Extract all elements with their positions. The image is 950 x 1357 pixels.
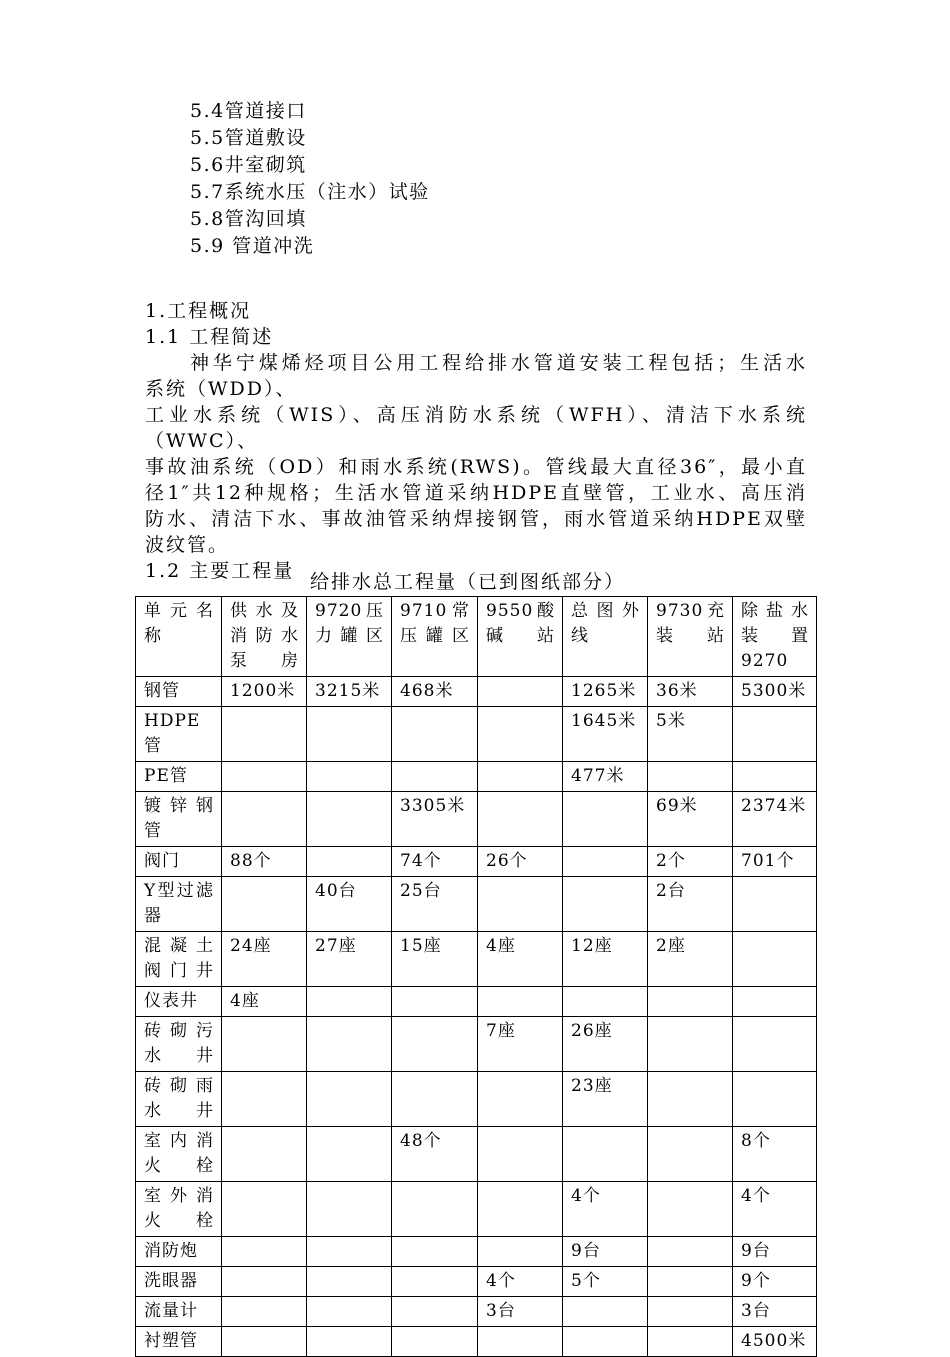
table-cell [478, 877, 563, 932]
table-cell [307, 987, 392, 1017]
table-row [136, 762, 817, 792]
table-cell [478, 707, 563, 762]
table-cell [478, 1327, 563, 1357]
toc-list [190, 98, 430, 260]
table-cell [478, 677, 563, 707]
table-cell: 48个 [392, 1127, 478, 1182]
table-cell: 5个 [563, 1267, 648, 1297]
table-cell: 5米 [648, 707, 733, 762]
table-cell [307, 1182, 392, 1237]
table-cell: 23座 [563, 1072, 648, 1127]
table-row [136, 847, 817, 877]
row-label-cell: 流量计 [136, 1297, 222, 1327]
paragraph-line: 径1″共12种规格；生活水管道采纳HDPE直壁管，工业水、高压消 [145, 482, 807, 504]
table-cell [733, 707, 817, 762]
table-cell: 3305米 [392, 792, 478, 847]
paragraph-line: 工业水系统（WIS）、高压消防水系统（WFH）、清洁下水系统 [145, 404, 807, 426]
table-cell [478, 1237, 563, 1267]
table-cell: 3台 [733, 1297, 817, 1327]
table-row [136, 1072, 817, 1127]
table-cell [222, 877, 307, 932]
table-cell: 468米 [392, 677, 478, 707]
table-cell [648, 1267, 733, 1297]
table-header-row [136, 597, 817, 677]
table-cell [222, 1127, 307, 1182]
table-cell: 26座 [563, 1017, 648, 1072]
paragraph-line: 事故油系统（OD）和雨水系统(RWS)。管线最大直径36″，最小直 [145, 456, 807, 478]
table-cell: 40台 [307, 877, 392, 932]
table-cell: 1645米 [563, 707, 648, 762]
row-label-cell: 衬塑管 [136, 1327, 222, 1357]
table-cell [307, 1127, 392, 1182]
table-cell: 1265米 [563, 677, 648, 707]
row-label-cell: PE管 [136, 762, 222, 792]
table-cell [563, 1327, 648, 1357]
table-header-cell: 总图外线 [563, 597, 648, 677]
table-cell [392, 1267, 478, 1297]
table-cell [733, 877, 817, 932]
table-cell [307, 1297, 392, 1327]
toc-item: 5.6井室砌筑 [190, 154, 307, 176]
table-row [136, 932, 817, 987]
table-row [136, 877, 817, 932]
table-cell [478, 1127, 563, 1182]
table-cell [222, 1017, 307, 1072]
section-heading: 1.工程概况 [145, 300, 252, 322]
table-header-cell: 9550酸碱站 [478, 597, 563, 677]
table-cell [733, 932, 817, 987]
table-cell: 27座 [307, 932, 392, 987]
row-label-cell: 镀锌钢管 [136, 792, 222, 847]
table-header-cell: 9730充装站 [648, 597, 733, 677]
table-cell [307, 1072, 392, 1127]
table-cell: 1200米 [222, 677, 307, 707]
row-label-cell: Y型过滤器 [136, 877, 222, 932]
table-cell [392, 1237, 478, 1267]
table-cell: 7座 [478, 1017, 563, 1072]
table-header-cell: 9710常压罐区 [392, 597, 478, 677]
table-row [136, 1237, 817, 1267]
row-label-cell: 钢管 [136, 677, 222, 707]
table-cell [392, 707, 478, 762]
subsection-heading: 1.2 主要工程量 [145, 560, 295, 582]
table-cell: 9个 [733, 1267, 817, 1297]
table-cell: 4座 [222, 987, 307, 1017]
table-cell: 4500米 [733, 1327, 817, 1357]
table-cell [222, 707, 307, 762]
table-header-cell: 供水及消防水泵房 [222, 597, 307, 677]
table-cell [222, 762, 307, 792]
table-cell [392, 1072, 478, 1127]
table-cell: 4个 [733, 1182, 817, 1237]
row-label-cell: 砖砌污水井 [136, 1017, 222, 1072]
table-cell [478, 792, 563, 847]
table-cell: 25台 [392, 877, 478, 932]
table-header-cell: 单元名称 [136, 597, 222, 677]
table-cell [648, 1072, 733, 1127]
table-cell [563, 792, 648, 847]
table-cell [392, 762, 478, 792]
table-cell [648, 1182, 733, 1237]
paragraph-line: （WWC）、 [145, 430, 259, 452]
table-cell [392, 1327, 478, 1357]
table-cell [648, 1127, 733, 1182]
table-cell [733, 1017, 817, 1072]
row-label-cell: 混凝土阀门井 [136, 932, 222, 987]
table-cell [733, 762, 817, 792]
table-cell: 477米 [563, 762, 648, 792]
table-cell: 69米 [648, 792, 733, 847]
table-cell: 4个 [563, 1182, 648, 1237]
table-cell [563, 1297, 648, 1327]
table-cell: 2个 [648, 847, 733, 877]
table-cell: 24座 [222, 932, 307, 987]
table-cell [478, 1072, 563, 1127]
table-cell: 4个 [478, 1267, 563, 1297]
table-row [136, 1267, 817, 1297]
table-cell [307, 1327, 392, 1357]
table-cell [563, 847, 648, 877]
table-row [136, 1017, 817, 1072]
toc-item: 5.9 管道冲洗 [190, 235, 315, 257]
toc-item: 5.7系统水压（注水）试验 [190, 181, 430, 203]
table-cell [648, 1237, 733, 1267]
table-cell [733, 987, 817, 1017]
table-cell [648, 1327, 733, 1357]
row-label-cell: 洗眼器 [136, 1267, 222, 1297]
row-label-cell: 室内消火栓 [136, 1127, 222, 1182]
table-cell [307, 792, 392, 847]
row-label-cell: 消防炮 [136, 1237, 222, 1267]
table-row [136, 1297, 817, 1327]
table-cell [478, 987, 563, 1017]
toc-item: 5.5管道敷设 [190, 127, 307, 149]
subsection-heading: 1.1 工程简述 [145, 326, 274, 348]
table-row [136, 1182, 817, 1237]
row-label-cell: HDPE管 [136, 707, 222, 762]
table-cell [478, 1182, 563, 1237]
table-cell [563, 877, 648, 932]
table-cell [307, 1017, 392, 1072]
table-cell: 26个 [478, 847, 563, 877]
table-cell [222, 1072, 307, 1127]
table-cell [307, 1237, 392, 1267]
table-cell [307, 1267, 392, 1297]
table-cell: 88个 [222, 847, 307, 877]
table-cell [563, 1127, 648, 1182]
paragraph-line: 防水、清洁下水、事故油管采纳焊接钢管，雨水管道采纳HDPE双壁 [145, 508, 807, 530]
table-cell [222, 1267, 307, 1297]
table-cell [648, 762, 733, 792]
table-cell [563, 987, 648, 1017]
paragraph-line: 神华宁煤烯烃项目公用工程给排水管道安装工程包括；生活水 [190, 352, 807, 374]
table-cell [392, 1297, 478, 1327]
table-cell [392, 1017, 478, 1072]
table-cell: 2374米 [733, 792, 817, 847]
table-row [136, 1327, 817, 1357]
table-cell [478, 762, 563, 792]
table-cell: 5300米 [733, 677, 817, 707]
table-cell: 9台 [733, 1237, 817, 1267]
table-cell: 15座 [392, 932, 478, 987]
table-cell: 12座 [563, 932, 648, 987]
quantity-table [135, 596, 817, 1357]
row-label-cell: 室外消火栓 [136, 1182, 222, 1237]
paragraph-line: 系统（WDD）、 [145, 378, 297, 400]
table-cell: 2台 [648, 877, 733, 932]
table-row [136, 677, 817, 707]
table-row [136, 707, 817, 762]
table-row [136, 792, 817, 847]
paragraph-line: 波纹管。 [145, 534, 230, 556]
table-caption: 给排水总工程量（已到图纸部分） [310, 571, 626, 593]
row-label-cell: 砖砌雨水井 [136, 1072, 222, 1127]
table-cell [307, 762, 392, 792]
table-header-cell: 除盐水装置9270 [733, 597, 817, 677]
toc-item: 5.8管沟回填 [190, 208, 307, 230]
table-cell [392, 987, 478, 1017]
table-cell [648, 1297, 733, 1327]
table-row [136, 1127, 817, 1182]
table-cell [392, 1182, 478, 1237]
row-label-cell: 阀门 [136, 847, 222, 877]
table-cell [648, 987, 733, 1017]
table-row [136, 987, 817, 1017]
table-cell: 3台 [478, 1297, 563, 1327]
table-cell [222, 1297, 307, 1327]
section-body [145, 298, 807, 584]
table-cell [307, 707, 392, 762]
table-cell [222, 792, 307, 847]
toc-item: 5.4管道接口 [190, 100, 307, 122]
row-label-cell: 仪表井 [136, 987, 222, 1017]
table-cell [307, 847, 392, 877]
table-cell: 9台 [563, 1237, 648, 1267]
table-cell: 36米 [648, 677, 733, 707]
table-cell: 74个 [392, 847, 478, 877]
table-cell [222, 1237, 307, 1267]
table-cell: 2座 [648, 932, 733, 987]
table-cell: 701个 [733, 847, 817, 877]
table-cell [648, 1017, 733, 1072]
table-cell [222, 1182, 307, 1237]
table-cell [222, 1327, 307, 1357]
table-cell: 3215米 [307, 677, 392, 707]
table-cell: 4座 [478, 932, 563, 987]
table-cell [733, 1072, 817, 1127]
table-cell: 8个 [733, 1127, 817, 1182]
table-header-cell: 9720压力罐区 [307, 597, 392, 677]
